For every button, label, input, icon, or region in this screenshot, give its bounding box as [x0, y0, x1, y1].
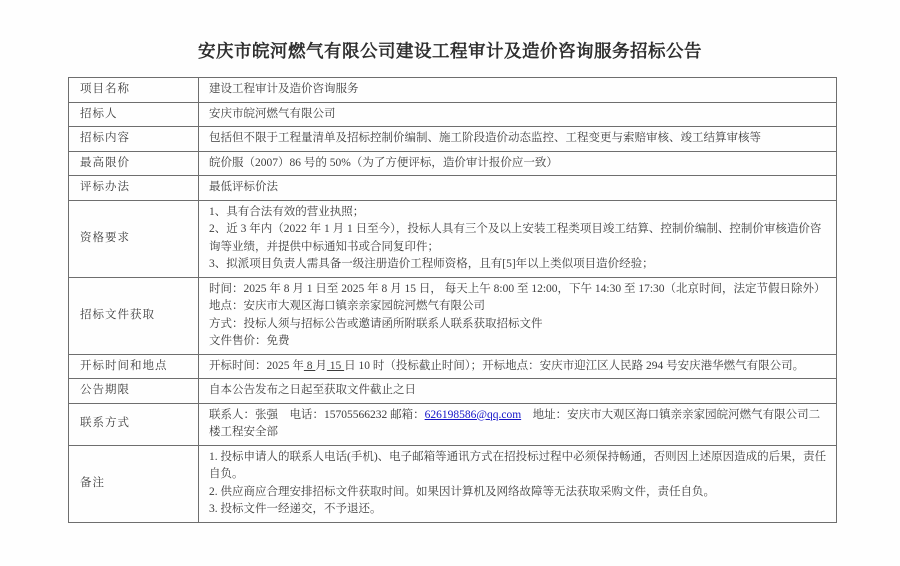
text-segment: 皖价服（2007）86 号的 50%（为了方便评标，造价审计报价应一致）	[209, 156, 558, 169]
table-row	[69, 200, 837, 277]
content-paragraph	[209, 407, 828, 442]
table-row	[69, 151, 837, 176]
text-segment: 地点：安庆市大观区海口镇亲亲家园皖河燃气有限公司	[209, 300, 485, 312]
text-segment: 月	[315, 359, 327, 372]
text-segment: 建设工程审计及造价咨询服务	[209, 83, 359, 95]
content-paragraph	[209, 449, 828, 484]
text-segment: 包括但不限于工程量清单及招标控制价编制、施工阶段造价动态监控、工程变更与索赔审核、竣工结算审核等	[209, 132, 761, 144]
table-row	[69, 127, 837, 152]
underlined-value: 15	[326, 359, 345, 372]
text-segment: 自本公告发布之日起至获取文件截止之日	[209, 384, 416, 396]
content-paragraph	[209, 106, 828, 124]
row-content	[199, 379, 837, 404]
content-paragraph	[209, 130, 828, 148]
row-label: 评标办法	[69, 176, 199, 201]
row-content	[199, 127, 837, 152]
table-row	[69, 102, 837, 127]
table-row	[69, 78, 837, 103]
row-content	[199, 102, 837, 127]
text-segment: 地址：安庆市大观区海口镇亲亲家园皖河燃气有限公司二楼工程安全部	[209, 408, 821, 438]
row-content	[199, 354, 837, 379]
text-segment: 2、近 3 年内（2022 年 1 月 1 日至今），投标人具有三个及以上安装工程类项目竣工结算、控制价编制、控制价审核造价咨询等业绩，并提供中标通知书或合同复印件；	[209, 223, 822, 253]
row-label: 项目名称	[69, 78, 199, 103]
content-paragraph	[209, 256, 828, 274]
content-paragraph	[209, 333, 828, 351]
text-segment: 3、拟派项目负责人需具备一级注册造价工程师资格，且有[5]年以上类似项目造价经验；	[209, 258, 654, 270]
row-label: 最高限价	[69, 151, 199, 176]
row-content	[199, 151, 837, 176]
row-content	[199, 403, 837, 445]
row-label: 招标内容	[69, 127, 199, 152]
tender-info-table	[68, 77, 837, 523]
text-segment: 时间：2025 年 8 月 1 日至 2025 年 8 月 15 日， 每天上午 8:00 至 12:00，下午 14:30 至 17:30（北京时间，法定节假日除外）	[209, 282, 826, 295]
row-label: 公告期限	[69, 379, 199, 404]
row-content	[199, 445, 837, 522]
email-link[interactable]: 626198586@qq.com	[424, 408, 522, 421]
table-row	[69, 354, 837, 379]
text-segment: 3. 投标文件一经递交，不予退还。	[209, 503, 382, 515]
content-paragraph	[209, 501, 828, 519]
underlined-value: 8	[303, 359, 316, 372]
row-label: 资格要求	[69, 200, 199, 277]
content-paragraph	[209, 382, 828, 400]
tender-info-table-body	[69, 78, 837, 523]
row-label: 联系方式	[69, 403, 199, 445]
row-content	[199, 277, 837, 354]
text-segment: 方式：投标人须与招标公告或邀请函所附联系人联系获取招标文件	[209, 317, 543, 330]
text-segment: 文件售价：免费	[209, 335, 290, 347]
table-row	[69, 445, 837, 522]
text-segment: 安庆市皖河燃气有限公司	[209, 107, 336, 120]
row-label: 开标时间和地点	[69, 354, 199, 379]
row-label: 招标文件获取	[69, 277, 199, 354]
text-segment: 联系人：张强 电话：15705566232 邮箱：	[209, 408, 425, 421]
table-row	[69, 379, 837, 404]
content-paragraph	[209, 358, 828, 376]
text-segment: 最低评标价法	[209, 181, 278, 193]
page-title: 安庆市皖河燃气有限公司建设工程审计及造价咨询服务招标公告	[198, 41, 702, 61]
row-content	[199, 78, 837, 103]
text-segment: 1、具有合法有效的营业执照；	[209, 205, 365, 218]
table-row	[69, 277, 837, 354]
content-paragraph	[209, 155, 828, 173]
content-paragraph	[209, 204, 828, 222]
row-label: 招标人	[69, 102, 199, 127]
text-segment: 开标时间：2025 年	[209, 359, 304, 372]
table-row	[69, 176, 837, 201]
text-segment: 2. 供应商应合理安排招标文件获取时间。如果因计算机及网络故障等无法获取采购文件，责任自负。	[209, 485, 715, 498]
content-paragraph	[209, 81, 828, 99]
row-content	[199, 200, 837, 277]
text-segment: 日 10 时（投标截止时间）；开标地点：安庆市迎江区人民路 294 号安庆港华燃气有限公司。	[344, 359, 805, 372]
content-paragraph	[209, 316, 828, 334]
row-label: 备注	[69, 445, 199, 522]
content-paragraph	[209, 281, 828, 299]
content-paragraph	[209, 179, 828, 197]
content-paragraph	[209, 298, 828, 316]
text-segment: 1. 投标申请人的联系人电话(手机)、电子邮箱等通讯方式在招投标过程中必须保持畅通，否则因上述原因造成的后果，责任自负。	[209, 450, 827, 480]
table-row	[69, 403, 837, 445]
content-paragraph	[209, 484, 828, 502]
content-paragraph	[209, 221, 828, 256]
row-content	[199, 176, 837, 201]
